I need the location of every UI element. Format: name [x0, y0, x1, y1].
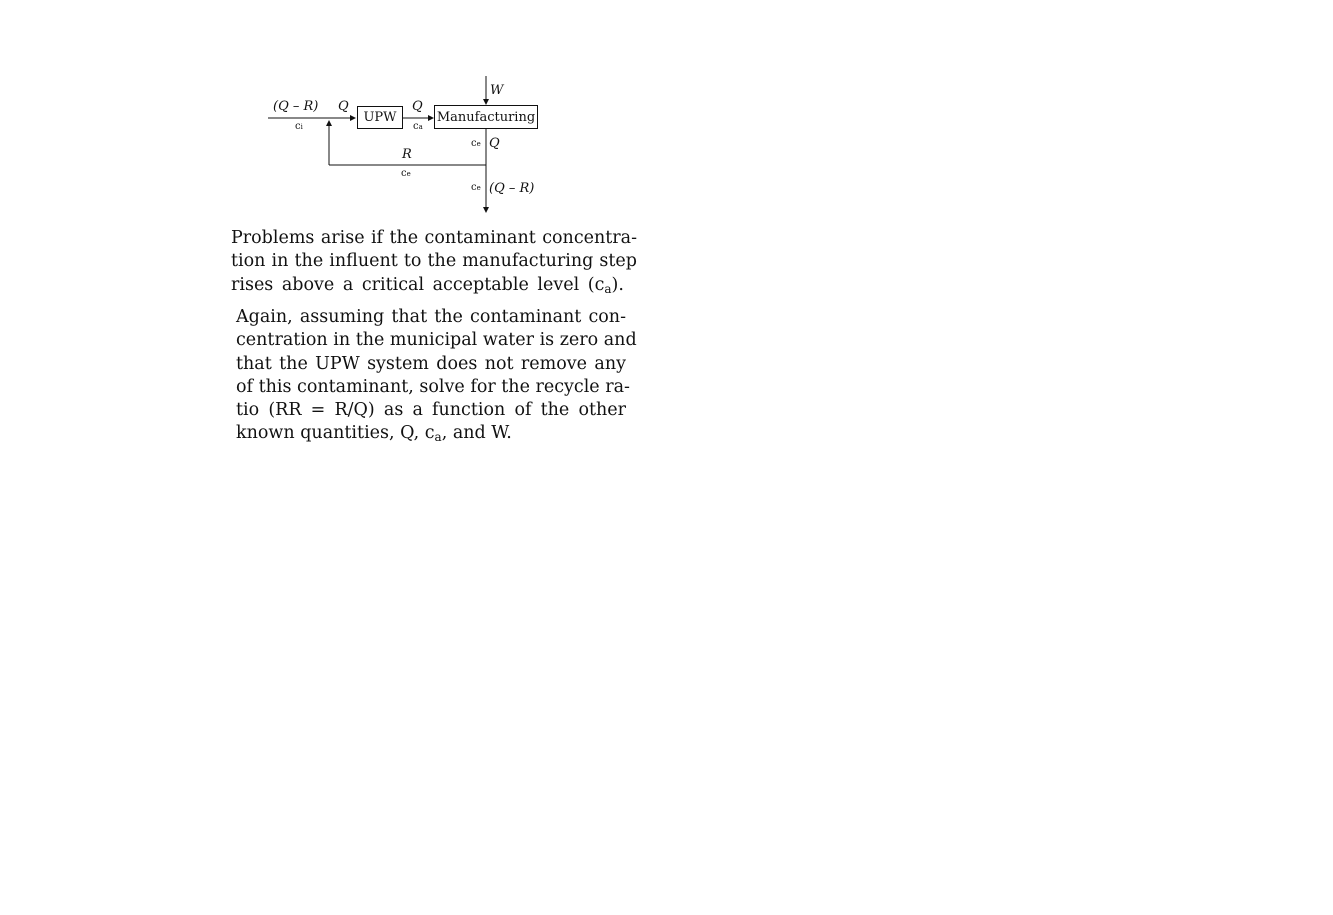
- q-merge-label: Q: [338, 99, 349, 114]
- paragraph1-line3-end: ).: [611, 274, 624, 295]
- inflow-conc-subscript: i: [300, 123, 303, 131]
- out-conc-subscript: e: [476, 184, 481, 192]
- flow-lines: [0, 0, 1333, 230]
- paragraph1-line3: [231, 274, 637, 301]
- paragraph1-line3-text: rises above a critical acceptable level (c: [231, 274, 605, 295]
- paragraph2-line3: that the UPW system does not remove any: [236, 353, 626, 374]
- paragraph2-line1: Again, assuming that the contaminant con-: [236, 307, 626, 327]
- manufacturing-label: Manufacturing: [436, 109, 536, 125]
- recycle-flow-label: R: [402, 147, 412, 162]
- paragraph2-line6-text: known quantities, Q, c: [236, 423, 435, 444]
- paragraph2-line2: centration in the municipal water is zero and: [236, 330, 637, 351]
- paragraph2-line6-end: , and W.: [441, 423, 512, 444]
- ca-symbol: c: [413, 121, 419, 132]
- out-flow-label: (Q – R): [489, 181, 535, 196]
- ce-q-subscript: e: [476, 140, 481, 148]
- manufacturing-box: [434, 105, 538, 129]
- upw-label: UPW: [363, 110, 397, 125]
- inflow-conc-label: [295, 122, 303, 132]
- process-flow-diagram: [0, 0, 1333, 230]
- inflow-conc-symbol: c: [295, 121, 301, 132]
- w-label: W: [490, 83, 504, 98]
- problem-statement-paragraph: [231, 227, 637, 301]
- q-upw-label: Q: [412, 99, 423, 114]
- ce-q-flow-label: Q: [489, 136, 500, 151]
- out-conc-label: [471, 183, 481, 193]
- inflow-flow-label: (Q – R): [273, 99, 319, 114]
- ca-label: [413, 122, 423, 132]
- ca-subscript: a: [418, 123, 423, 131]
- recycle-conc-subscript: e: [406, 170, 411, 178]
- paragraph1-line2: tion in the influent to the manufacturing step: [231, 251, 637, 272]
- question-paragraph: [236, 306, 637, 450]
- ce-q-symbol: c: [471, 138, 477, 149]
- ce-q-conc-label: [471, 139, 481, 149]
- paragraph1-line1: Problems arise if the contaminant concentra-: [231, 228, 637, 248]
- paragraph2-line4: of this contaminant, solve for the recycle ra-: [236, 376, 630, 397]
- out-conc-symbol: c: [471, 182, 477, 193]
- recycle-conc-label: [401, 169, 411, 179]
- upw-box: [357, 106, 403, 129]
- recycle-conc-symbol: c: [401, 168, 407, 179]
- paragraph2-line6-subscript: a: [434, 430, 442, 445]
- paragraph2-line5: tio (RR = R/Q) as a function of the other: [236, 400, 626, 421]
- paragraph2-line6: [236, 422, 626, 449]
- paragraph1-line3-subscript: a: [604, 281, 612, 296]
